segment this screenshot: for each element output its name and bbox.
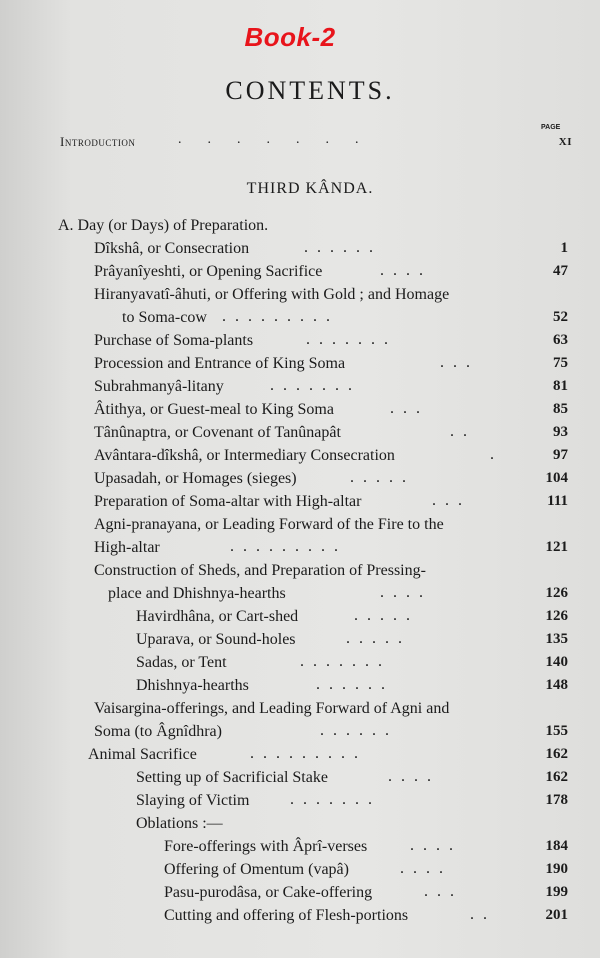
entry-page-number: 104 — [545, 470, 568, 486]
contents-entry — [0, 605, 568, 628]
entry-title: Prâyanîyeshti, or Opening Sacrifice — [94, 263, 323, 280]
entry-title: Preparation of Soma-altar with High-altar — [94, 493, 362, 510]
entry-title: Animal Sacrifice — [88, 746, 197, 763]
contents-entry — [0, 858, 568, 881]
entry-title: Construction of Sheds, and Preparation of Pressing- — [94, 562, 426, 579]
entry-page-number: 184 — [545, 838, 568, 854]
leader-dots: ..... — [346, 630, 411, 647]
entry-page-number: 126 — [545, 608, 568, 624]
entry-title: Subrahmanyâ-litany — [94, 378, 224, 395]
entry-title: Oblations :— — [136, 815, 223, 832]
entry-page-number: 75 — [553, 355, 568, 371]
contents-entry — [0, 513, 568, 536]
contents-entry — [0, 881, 568, 904]
leader-dots: .. — [470, 906, 496, 923]
introduction-row — [60, 134, 572, 154]
entry-page-number: 135 — [545, 631, 568, 647]
entry-page-number: 178 — [545, 792, 568, 808]
contents-entry — [0, 352, 568, 375]
entry-page-number: 52 — [553, 309, 568, 325]
entry-page-number: 121 — [545, 539, 568, 555]
leader-dots: ......... — [250, 745, 367, 762]
leader-dots: ....... — [178, 132, 385, 147]
entry-page-number: 81 — [553, 378, 568, 394]
entry-title: Agni-pranayana, or Leading Forward of the Fire to the — [94, 516, 444, 533]
contents-entry — [0, 375, 568, 398]
contents-entry — [0, 283, 568, 306]
entry-title: Fore-offerings with Âprî-verses — [164, 838, 368, 855]
contents-entry — [0, 398, 568, 421]
entry-title: Soma (to Âgnîdhra) — [94, 723, 222, 740]
entry-page-number: 199 — [545, 884, 568, 900]
leader-dots: ... — [424, 883, 463, 900]
leader-dots: .... — [410, 837, 462, 854]
leader-dots: ...... — [316, 676, 394, 693]
entry-page-number: 148 — [545, 677, 568, 693]
entry-title: Uparava, or Sound-holes — [136, 631, 296, 648]
entry-page-number: 97 — [553, 447, 568, 463]
leader-dots: ...... — [320, 722, 398, 739]
entry-page-number: 155 — [545, 723, 568, 739]
entry-title: Havirdhâna, or Cart-shed — [136, 608, 299, 625]
entry-title: A. Day (or Days) of Preparation. — [58, 217, 269, 234]
contents-entry — [0, 651, 568, 674]
entry-title: Dhishnya-hearths — [136, 677, 249, 694]
contents-entry — [0, 743, 568, 766]
entry-title: Upasadah, or Homages (sieges) — [94, 470, 297, 487]
entry-page-number: 93 — [553, 424, 568, 440]
entry-title: Cutting and offering of Flesh-portions — [164, 907, 409, 924]
leader-dots: . — [490, 446, 503, 463]
entry-page-number: 162 — [545, 769, 568, 785]
introduction-label: Introduction — [60, 134, 136, 149]
leader-dots: ... — [432, 492, 471, 509]
contents-entry — [0, 812, 568, 835]
leader-dots: .. — [450, 423, 476, 440]
entry-title: Tânûnaptra, or Covenant of Tanûnapât — [94, 424, 341, 441]
contents-entry — [0, 697, 568, 720]
entry-title: Sadas, or Tent — [136, 654, 227, 671]
leader-dots: ......... — [222, 308, 339, 325]
leader-dots: .... — [380, 584, 432, 601]
entry-title: Pasu-purodâsa, or Cake-offering — [164, 884, 373, 901]
entry-page-number: 1 — [560, 240, 568, 256]
leader-dots: ... — [390, 400, 429, 417]
contents-entry — [0, 582, 568, 605]
entry-page-number: 47 — [553, 263, 568, 279]
leader-dots: ....... — [306, 331, 397, 348]
page-column-label: PAGE — [541, 124, 561, 131]
leader-dots: .... — [388, 768, 440, 785]
entry-title: place and Dhishnya-hearths — [108, 585, 286, 602]
leader-dots: ....... — [270, 377, 361, 394]
entry-page-number: 201 — [545, 907, 568, 923]
contents-entry — [0, 306, 568, 329]
contents-entry — [0, 421, 568, 444]
entry-title: Âtithya, or Guest-meal to King Soma — [94, 401, 334, 418]
entry-title: Slaying of Victim — [136, 792, 250, 809]
contents-entry — [0, 260, 568, 283]
leader-dots: ....... — [290, 791, 381, 808]
contents-entry — [0, 329, 568, 352]
contents-entry — [0, 214, 568, 237]
introduction-page: xi — [558, 132, 572, 149]
entry-title: Offering of Omentum (vapâ) — [164, 861, 349, 878]
book-badge: Book-2 — [244, 22, 336, 52]
contents-entry — [0, 766, 568, 789]
leader-dots: ..... — [350, 469, 415, 486]
entry-page-number: 85 — [553, 401, 568, 417]
entry-page-number: 63 — [553, 332, 568, 348]
entry-title: Vaisargina-offerings, and Leading Forward of Agni and — [94, 700, 450, 717]
leader-dots: ...... — [304, 239, 382, 256]
entry-page-number: 126 — [545, 585, 568, 601]
contents-entry — [0, 467, 568, 490]
entry-page-number: 162 — [545, 746, 568, 762]
page-title: CONTENTS. — [225, 76, 395, 105]
contents-entry — [0, 536, 568, 559]
entry-title: Avântara-dîkshâ, or Intermediary Consecration — [94, 447, 395, 464]
contents-entry — [0, 674, 568, 697]
contents-list — [0, 210, 600, 930]
contents-entry — [0, 490, 568, 513]
contents-entry — [0, 628, 568, 651]
leader-dots: ..... — [354, 607, 419, 624]
leader-dots: .... — [380, 262, 432, 279]
contents-entry — [0, 789, 568, 812]
contents-entry — [0, 444, 568, 467]
entry-page-number: 140 — [545, 654, 568, 670]
leader-dots: ... — [440, 354, 479, 371]
entry-title: Setting up of Sacrificial Stake — [136, 769, 328, 786]
entry-title: to Soma-cow — [122, 309, 207, 326]
leader-dots: ....... — [300, 653, 391, 670]
contents-entry — [0, 835, 568, 858]
entry-page-number: 190 — [545, 861, 568, 877]
leader-dots: .... — [400, 860, 452, 877]
entry-page-number: 111 — [547, 493, 568, 509]
contents-entry — [0, 904, 568, 927]
entry-title: Hiranyavatî-âhuti, or Offering with Gold ; and Homage — [94, 286, 450, 303]
entry-title: Dîkshâ, or Consecration — [94, 240, 250, 257]
contents-entry — [0, 720, 568, 743]
contents-entry — [0, 559, 568, 582]
leader-dots: ......... — [230, 538, 347, 555]
entry-title: Procession and Entrance of King Soma — [94, 355, 346, 372]
section-heading: THIRD KÂNDA. — [246, 180, 374, 197]
entry-title: Purchase of Soma-plants — [94, 332, 254, 349]
contents-entry — [0, 237, 568, 260]
entry-title: High-altar — [94, 539, 160, 556]
